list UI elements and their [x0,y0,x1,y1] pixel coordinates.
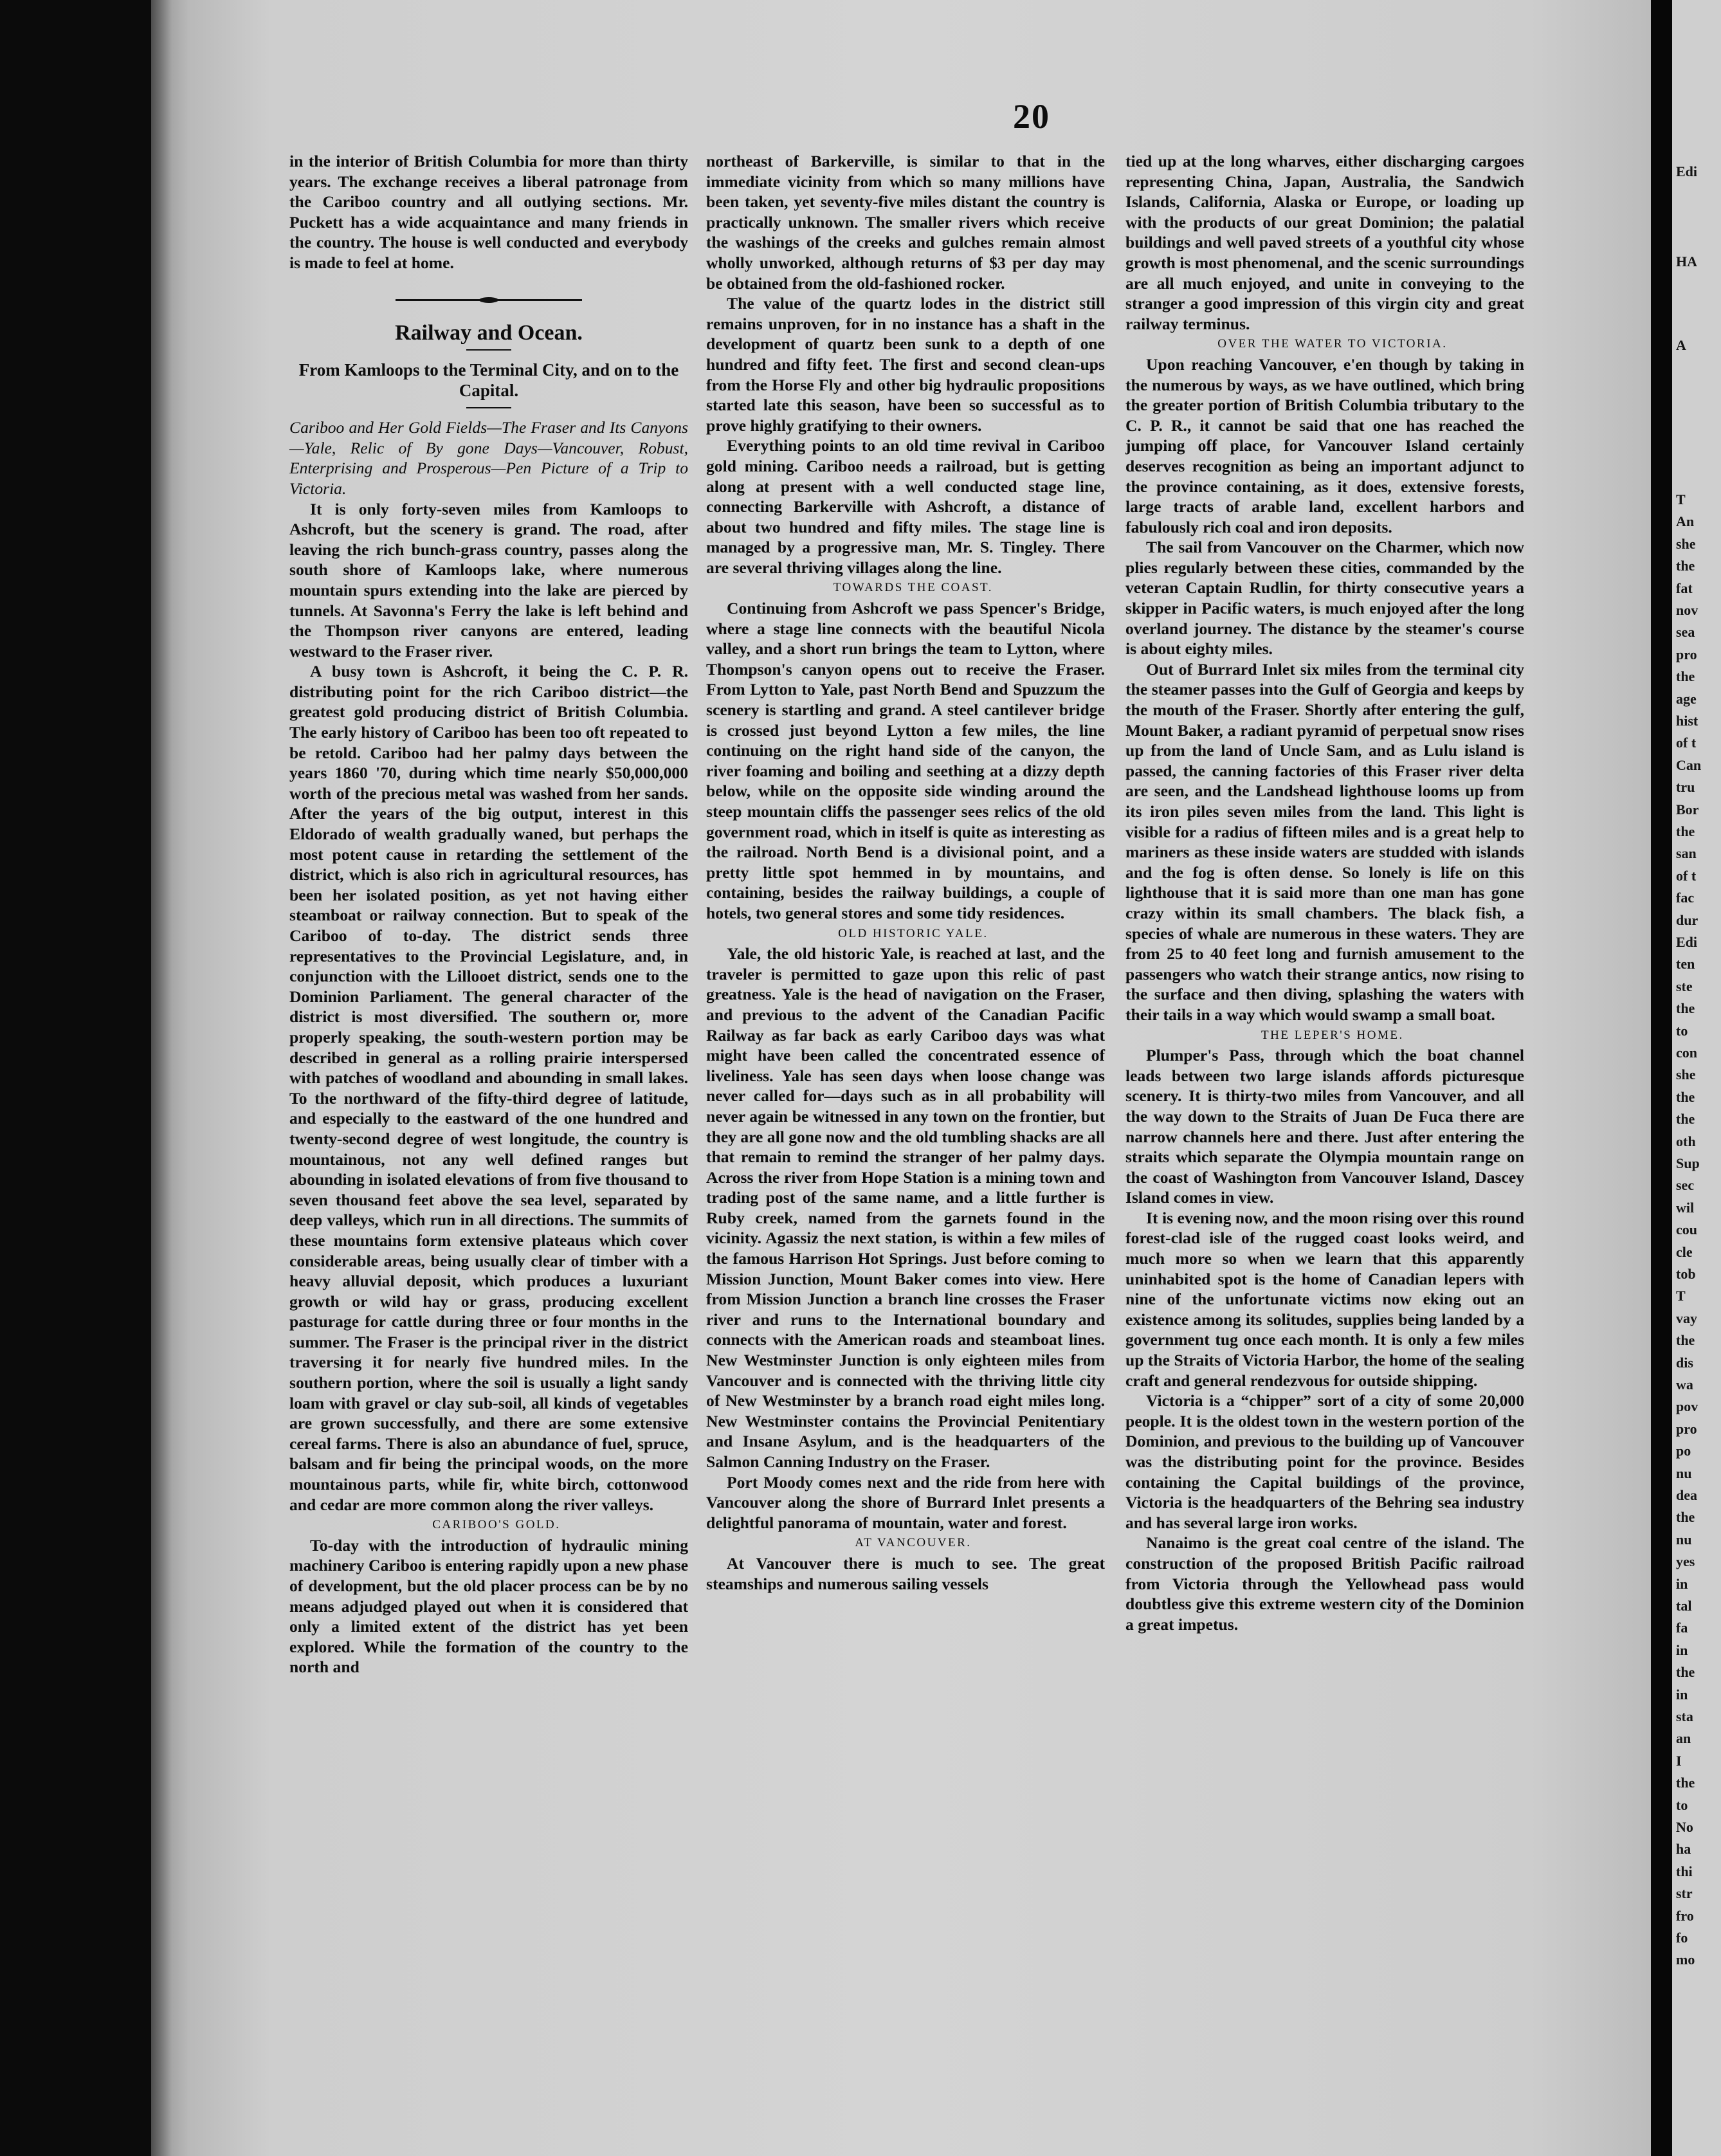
adjacent-page-edge [1672,0,1721,2156]
adjacent-page-text-fragment: oth [1676,1133,1696,1149]
adjacent-page-text-fragment: tal [1676,1598,1692,1614]
adjacent-page-text-fragment: vay [1676,1310,1697,1326]
adjacent-page-text-fragment: sec [1676,1177,1695,1194]
article-headline: Railway and Ocean. [395,320,583,345]
adjacent-page-text-fragment: dea [1676,1487,1697,1503]
paragraph: Port Moody comes next and the ride from here with Vancouver along the shore of Burrard Inlet presents a delightful panorama of mountain, water and forest. [706,1472,1105,1532]
adjacent-page-text-fragment: the [1676,1111,1695,1128]
adjacent-page-text-fragment: she [1676,1066,1696,1083]
adjacent-page-text-fragment: pro [1676,646,1697,662]
adjacent-page-text-fragment: the [1676,1332,1695,1349]
paragraph: Yale, the old historic Yale, is reached at last, and the traveler is permitted to gaze upon this relic of past greatness. Yale is the head of navigation on the Fraser, and previous to the advent of the Canadian Pacific Railway as far back as early Cariboo days was what might have been called the concentrated essence of liveliness. Yale has seen days when loose change was never called for—days such as in all probability will never again be witnessed in any town on the frontier, but they are all gone now and the old tumbling shacks are all that remain to remind the stranger of her palmy days. Across the river from Hope Station is a mining town and trading post of the same name, and a little further is Ruby creek, named from the garnets found in the vicinity. Agassiz the next station, is within a few miles of the famous Harrison Hot Springs. Just before coming to Mission Junction, Mount Baker comes into view. Here from Mission Junction a branch line crosses the Fraser river and runs to the International boundary and connects with the American roads and steamboat lines. New Westminster Junction is only eighteen miles from Vancouver and is connected with the thriving little city of New Westminster by a branch road eight miles long. New Westminster contains the Provincial Penitentiary and Insane Asylum, and is the headquarters of the Salmon Canning Industry on the Fraser. [706,944,1105,1471]
adjacent-page-text-fragment: she [1676,535,1696,552]
adjacent-page-text-fragment: con [1676,1045,1697,1061]
column-2 [706,151,1105,1594]
column-1 [289,151,688,1677]
paragraph: Victoria is a “chipper” sort of a city of some 20,000 people. It is the oldest town in the western portion of the Dominion, and previous to the building up of Vancouver was the distributing point for the province. Besides containing the Capital buildings of the province, Victoria is the headquarters of the Behring sea industry and has several large iron works. [1125,1391,1524,1532]
section-heading: OLD HISTORIC YALE. [838,926,988,940]
adjacent-page-text-fragment: in [1676,1641,1688,1658]
adjacent-page-text-fragment: the [1676,1000,1695,1017]
paragraph: It is evening now, and the moon rising over this round forest-clad isle of the rugged coast looks weird, and much more so when we learn that this apparently uninhabited spot is the home of Canadian lepers with nine of the unfortunate victims now eking out an existence among its solitudes, supplies being landed by a government tug once each month. It is only a few miles up the Straits of Victoria Harbor, the home of the sealing craft and general rendezvous for outside shipping. [1125,1208,1524,1390]
adjacent-page-text-fragment: T [1676,1288,1686,1304]
adjacent-page-text-fragment: ha [1676,1841,1691,1858]
adjacent-page-text-fragment: the [1676,1088,1695,1105]
adjacent-page-text-fragment: cou [1676,1221,1697,1238]
adjacent-page-text-fragment: ten [1676,956,1695,973]
adjacent-page-text-fragment: str [1676,1885,1693,1902]
adjacent-page-text-fragment: cle [1676,1243,1693,1260]
adjacent-page-text-fragment: to [1676,1022,1688,1039]
adjacent-page-text-fragment: fo [1676,1930,1688,1946]
adjacent-page-text-fragment: sea [1676,624,1695,641]
paragraph: tied up at the long wharves, either discharging cargoes representing China, Japan, Australia, the Sandwich Islands, California, Alaska or Europe, or loading up with the products of our great Dominion; the palatial buildings and well paved streets of a youthful city whose growth is most phenomenal, and the scenic surroundings are all much enjoyed, and unite in conveying to the stranger a good impression of this virgin city and great railway terminus. [1125,152,1524,333]
adjacent-page-text-fragment: in [1676,1575,1688,1592]
paragraph: Upon reaching Vancouver, e'en though by taking in the numerous by ways, as we have outlined, which bring the greater portion of British Columbia tributary to the C. P. R., it cannot be said that one has reached the jumping off place, for Vancouver Island certainly deserves recognition as being an important adjunct to the province containing, as it does, extensive forests, large tracts of arable land, excellent harbors and fabulously rich coal and iron deposits. [1125,354,1524,536]
section-heading: OVER THE WATER TO VICTORIA. [1217,337,1448,351]
section-heading: CARIBOO'S GOLD. [432,1518,561,1532]
adjacent-page-text-fragment: the [1676,558,1695,574]
page-gutter [1651,0,1672,2156]
adjacent-page-text-fragment: HA [1676,253,1697,270]
adjacent-page-text-fragment: pro [1676,1420,1697,1437]
adjacent-page-text-fragment: mo [1676,1951,1695,1968]
adjacent-page-text-fragment: fac [1676,890,1695,906]
adjacent-page-text-fragment: Can [1676,756,1702,773]
adjacent-page-text-fragment: Sup [1676,1155,1700,1171]
adjacent-page-text-fragment: to [1676,1796,1688,1813]
short-rule [466,349,511,351]
adjacent-page-text-fragment: pov [1676,1398,1698,1415]
adjacent-page-text-fragment: wil [1676,1199,1695,1216]
adjacent-page-text-fragment: nov [1676,602,1698,618]
article-deck: Cariboo and Her Gold Fields—The Fraser and Its Canyons—Yale, Relic of By gone Days—Vancouver, Robust, Enterprising and Prosperous—Pen Picture of a Trip to Victoria. [289,418,688,498]
adjacent-page-text-fragment: yes [1676,1553,1695,1570]
adjacent-page-text-fragment: fat [1676,580,1693,596]
adjacent-page-text-fragment: dur [1676,911,1698,928]
paragraph: At Vancouver there is much to see. The great steamships and numerous sailing vessels [706,1553,1105,1593]
paragraph: The value of the quartz lodes in the district still remains unproven, for in no instance has a shaft in the development of quartz been sunk to a depth of one hundred and fifty feet. The first and second clean-ups from the Horse Fly and other big hydraulic propositions started late this season, have been so successful as to prove highly gratifying to their owners. [706,294,1105,435]
column-3 [1125,151,1524,1634]
adjacent-page-text-fragment: fa [1676,1620,1688,1636]
paragraph: The sail from Vancouver on the Charmer, which now plies regularly between these cities, commanded by the veteran Captain Rudlin, for thirty consecutive years a skipper in Pacific waters, is much enjoyed after the long overland journey. The distance by the steamer's course is about eighty miles. [1125,538,1524,659]
adjacent-page-text-fragment: sta [1676,1708,1693,1724]
section-heading: TOWARDS THE COAST. [833,581,993,595]
ornamental-rule [396,299,582,301]
paragraph: Plumper's Pass, through which the boat channel leads between two large islands affords picturesque scenery. It is thirty-two miles from Vancouver, and all the way down to the Straits of Juan De Fuca there are narrow channels here and there. Just after entering the straits which separate the Olympia mountain range on the coast of Washington from Vancouver Island, Dascey Island comes in view. [1125,1046,1524,1207]
adjacent-page-text-fragment: Bor [1676,801,1699,818]
adjacent-page-text-fragment: san [1676,845,1697,862]
paragraph: It is only forty-seven miles from Kamloops to Ashcroft, but the scenery is grand. The road, after leaving the rich bunch-grass country, passes along the south shore of Kamloops lake, where numerous mountain spurs extending into the lake are pierced by tunnels. At Savonna's Ferry the lake is left behind and the Thompson river canyons are entered, leading westward to the Fraser river. [289,499,688,661]
adjacent-page-text-fragment: po [1676,1443,1691,1459]
adjacent-page-text-fragment: An [1676,513,1695,530]
adjacent-page-text-fragment: the [1676,823,1695,839]
paragraph: Continuing from Ashcroft we pass Spencer's Bridge, where a stage line connects with the beautiful Nicola valley, and a short run brings the team to Lytton, where Thompson's canyon opens out to receive the Fraser. From Lytton to Yale, past North Bend and Spuzzum the scenery is startling and grand. A steel cantilever bridge is crossed just beyond Lytton a few miles, the line continuing on the right hand side of the canyon, the river foaming and boiling and seething at a dizzy depth below, while on the opposite side winding around the steep mountain cliffs the passenger sees relics of the old government road, which in itself is quite as interesting as the railroad. North Bend is a divisional point, and a pretty little spot hemmed in by mountains, and containing, besides the railway buildings, a couple of hotels, two general stores and some tidy residences. [706,599,1105,922]
adjacent-page-text-fragment: dis [1676,1354,1693,1371]
adjacent-page-text-fragment: I [1676,1752,1682,1769]
paragraph: Nanaimo is the great coal centre of the island. The construction of the proposed British Pacific railroad from Victoria through the Yellowhead pass would doubtless give this extreme western city of the Dominion a great impetus. [1125,1533,1524,1634]
adjacent-page-text-fragment: hist [1676,713,1698,729]
paragraph: northeast of Barkerville, is similar to that in the immediate vicinity from which so many millions have been taken, yet seventy-five miles distant the country is practically unknown. The smaller rivers which receive the washings of the creeks and gulches remain almost wholly unworked, although returns of $3 per day may be obtained from the old-fashioned rocker. [706,152,1105,293]
adjacent-page-text-fragment: A [1676,337,1686,353]
section-heading: AT VANCOUVER. [855,1536,972,1550]
adjacent-page-text-fragment: No [1676,1819,1693,1835]
adjacent-page-text-fragment: nu [1676,1465,1692,1481]
adjacent-page-text-fragment: tru [1676,779,1695,796]
adjacent-page-text-fragment: the [1676,668,1695,685]
adjacent-page-text-fragment: an [1676,1730,1691,1747]
paragraph: Out of Burrard Inlet six miles from the terminal city the steamer passes into the Gulf of Georgia and keeps by the mouth of the Fraser. Shortly after entering the gulf, Mount Baker, a radiant pyramid of perpetual snow rises up from the land of Uncle Sam, and as Lulu island is passed, the canning factories of this Fraser river delta are seen, and the Landshead lighthouse looms up from its iron piles seven miles from the land. This light is visible for a radius of fifteen miles and is a great help to mariners as these inside waters are studded with islands and the fog is often dense. So lonely is life on this lighthouse that it is said more than one man has gone crazy within its small chambers. The black fish, a species of whale are numerous in these waters. They are from 25 to 40 feet long and furnish amusement to the passengers who watch their strange antics, now rising to the surface and then diving, splashing the waters with their tails in a way which would swamp a small boat. [1125,659,1524,1024]
column-1-intro-paragraph: in the interior of British Columbia for more than thirty years. The exchange receives a liberal patronage from the Cariboo country and all outlying sections. Mr. Puckett has a wide acquaintance and many friends in the country. The house is well conducted and everybody is made to feel at home. [289,152,688,272]
adjacent-page-text-fragment: tob [1676,1266,1696,1282]
adjacent-page-text-fragment: T [1676,491,1686,507]
adjacent-page-text-fragment: Edi [1676,934,1698,950]
paragraph: A busy town is Ashcroft, it being the C. P. R. distributing point for the rich Cariboo district—the greatest gold producing district of British Columbia. The early history of Cariboo has been too oft repeated to be retold. Cariboo had her palmy days between the years 1860 '70, during which time nearly $50,000,000 worth of the precious metal was washed from her sands. After the years of the big output, interest in this Eldorado of wealth gradually waned, but perhaps the most potent cause in retarding the settlement of the district, which is also rich in agricultural resources, has been her isolated position, as yet not having either steamboat or railway connection. But to speak of the Cariboo of to-day. The district sends three representatives to the Provincial Legislature, and, in conjunction with the Lillooet district, sends one to the Dominion Parliament. The general character of the district is most diversified. The southern or, more properly speaking, the south-western portion may be described in general as a rolling prairie interspersed with patches of woodland and abounding in small lakes. To the northward of the fifty-third degree of latitude, and especially to the eastward of the one hundred and twenty-second degree of west longitude, the country is mountainous, not any well defined ranges but abounding in isolated elevations of from five thousand to seven thousand feet above the sea level, separated by deep valleys, which run in all directions. The summits of these mountains form extensive plateaus which cover considerable areas, being usually clear of timber with a heavy alluvial deposit, which produces a luxuriant growth or wild hay or grass, producing excellent pasturage for cattle during three or four months in the summer. The Fraser is the principal river in the district traversing it for nearly five hundred miles. In the southern portion, where the soil is usually a light sandy loam with gravel or clay sub-soil, all kinds of vegetables are grown successfully, and there are some extensive cereal farms. There is also an abundance of fuel, spruce, balsam and fir being the principal woods, on the more mountainous parts, while fir, white birch, cottonwood and cedar are more common along the river valleys. [289,662,688,1514]
adjacent-page-text-fragment: the [1676,1775,1695,1791]
article-subheadline: From Kamloops to the Terminal City, and on to the Capital. [298,360,679,401]
adjacent-page-text-fragment: age [1676,690,1697,707]
adjacent-page-text-fragment: the [1676,1509,1695,1526]
adjacent-page-text-fragment: fro [1676,1907,1694,1924]
adjacent-page-text-fragment: nu [1676,1531,1692,1548]
adjacent-page-text-fragment: thi [1676,1863,1693,1879]
paragraph: To-day with the introduction of hydraulic mining machinery Cariboo is entering rapidly upon a new phase of development, but the old placer process can be by no means adjudged played out when it is considered that only a limited extent of the district has yet been explored. While the formation of the country to the north and [289,1535,688,1677]
short-rule [466,407,511,408]
adjacent-page-text-fragment: ste [1676,978,1693,994]
paragraph: Everything points to an old time revival in Cariboo gold mining. Cariboo needs a railroad, but is getting along at present with a well conducted stage line, connecting Barkerville with Ashcroft, a distance of about two hundred and fifty miles. The stage line is managed by a progressive man, Mr. S. Tingley. There are several thriving villages along the line. [706,436,1105,577]
page-number: 20 [1013,97,1050,136]
section-heading: THE LEPER'S HOME. [1261,1028,1404,1042]
adjacent-page-text-fragment: Edi [1676,163,1698,179]
adjacent-page-text-fragment: wa [1676,1376,1693,1393]
adjacent-page-text-fragment: in [1676,1686,1688,1703]
adjacent-page-text-fragment: the [1676,1664,1695,1681]
adjacent-page-text-fragment: of t [1676,867,1697,884]
adjacent-page-text-fragment: of t [1676,735,1697,751]
